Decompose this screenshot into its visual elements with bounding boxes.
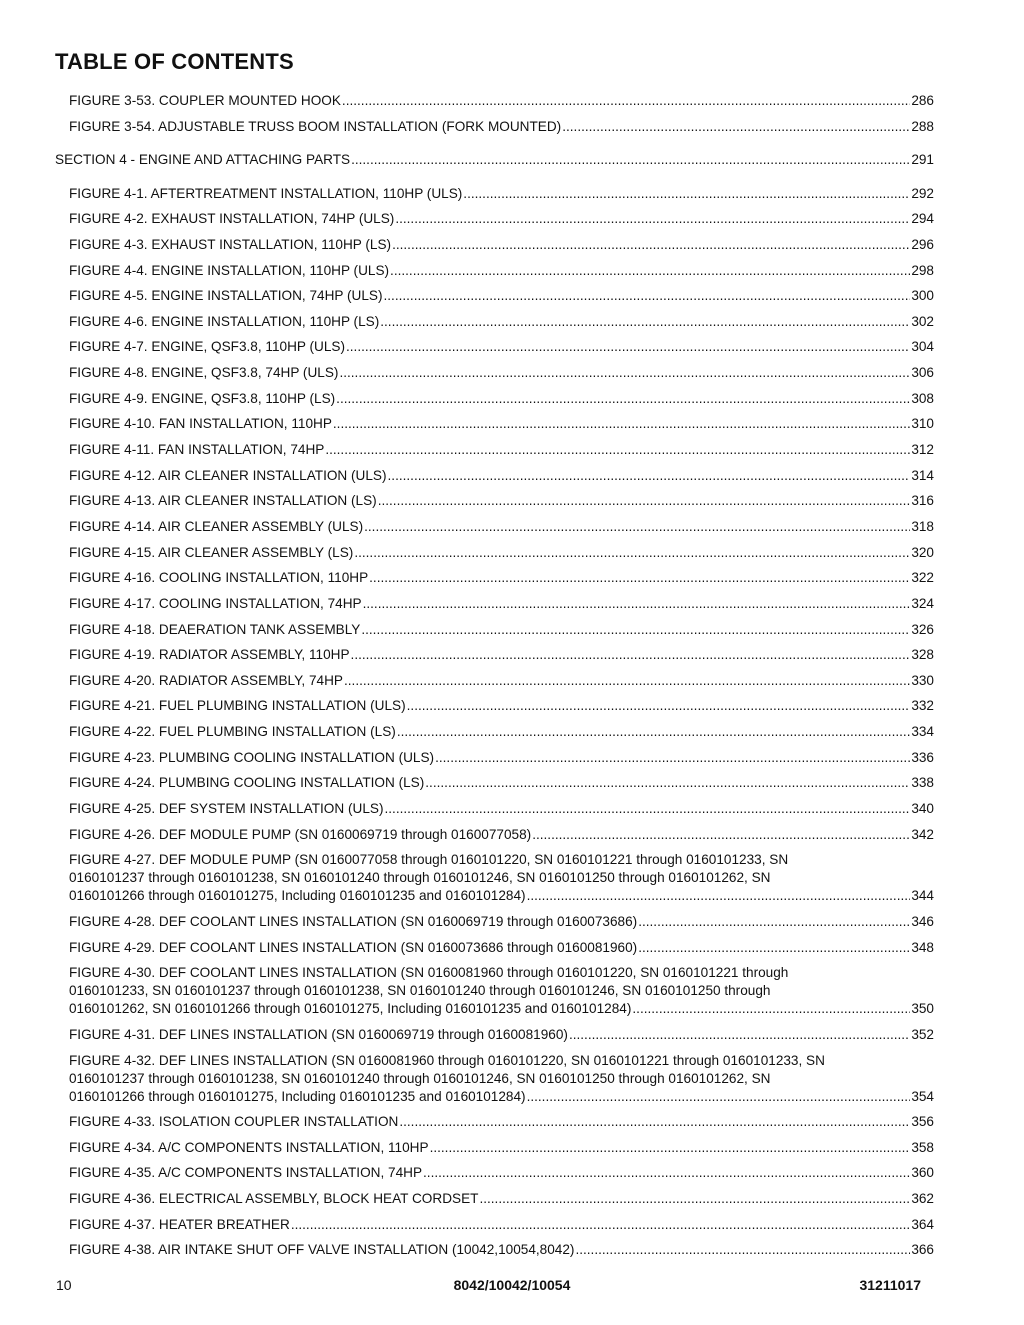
dot-leader	[527, 1088, 911, 1106]
toc-figure-entry[interactable]	[69, 1113, 934, 1131]
dot-leader	[369, 569, 910, 587]
toc-figure-entry[interactable]	[69, 913, 934, 931]
toc-entry-title: FIGURE 4-35. A/C COMPONENTS INSTALLATION, 74HP	[69, 1165, 423, 1181]
dot-leader	[395, 210, 910, 228]
toc-entry-page: 358	[911, 1139, 934, 1155]
dot-leader	[430, 1139, 911, 1157]
toc-entry-page: 342	[911, 826, 934, 842]
dot-leader	[575, 1241, 910, 1259]
toc-entry-title: FIGURE 3-54. ADJUSTABLE TRUSS BOOM INSTALLATION (FORK MOUNTED)	[69, 118, 562, 134]
dot-leader	[569, 1026, 910, 1044]
toc-figure-entry[interactable]	[69, 287, 934, 305]
toc-entry-title-line: FIGURE 4-27. DEF MODULE PUMP (SN 0160077058 through 0160101220, SN 0160101221 through 0160101233, SN	[69, 852, 789, 868]
toc-entry-page: 314	[911, 467, 934, 483]
toc-entry-title: FIGURE 3-53. COUPLER MOUNTED HOOK	[69, 93, 341, 108]
toc-entry-title: FIGURE 4-11. FAN INSTALLATION, 74HP	[69, 442, 325, 458]
toc-entry-page: 328	[911, 647, 934, 663]
dot-leader	[435, 749, 910, 767]
toc-figure-entry[interactable]	[69, 595, 934, 613]
toc-figure-entry[interactable]	[69, 92, 934, 110]
dot-leader	[384, 800, 910, 818]
toc-figure-entry[interactable]	[69, 774, 934, 792]
toc-entry-page: 312	[911, 442, 934, 458]
toc-figure-entry[interactable]	[69, 544, 934, 562]
toc-entry-title-line: 0160101237 through 0160101238, SN 0160101240 through 0160101246, SN 0160101250 through 0160101262, SN	[69, 1070, 771, 1086]
dot-leader	[325, 441, 910, 459]
toc-entry-title: FIGURE 4-21. FUEL PLUMBING INSTALLATION (ULS)	[69, 698, 406, 714]
dot-leader	[638, 913, 910, 931]
toc-figure-entry[interactable]	[69, 518, 934, 536]
toc-entry-page: 294	[911, 211, 934, 227]
toc-entry-page: 362	[911, 1191, 934, 1207]
toc-entry-page: 340	[911, 801, 934, 817]
toc-figure-entry[interactable]	[69, 672, 934, 690]
toc-entry-title: FIGURE 4-18. DEAERATION TANK ASSEMBLY	[69, 621, 361, 637]
toc-entry-title: FIGURE 4-6. ENGINE INSTALLATION, 110HP (LS)	[69, 313, 380, 329]
page-number: 10	[56, 1277, 72, 1293]
dot-leader	[423, 1164, 910, 1182]
toc-entry-page: 306	[911, 365, 934, 381]
toc-figure-entry[interactable]	[69, 621, 934, 639]
toc-entry-title: FIGURE 4-12. AIR CLEANER INSTALLATION (ULS)	[69, 467, 387, 483]
toc-entry-page: 322	[911, 570, 934, 586]
toc-entry-title: FIGURE 4-15. AIR CLEANER ASSEMBLY (LS)	[69, 544, 354, 560]
toc-entry-title-line: 0160101237 through 0160101238, SN 0160101240 through 0160101246, SN 0160101250 through 0160101262, SN	[69, 870, 771, 886]
dot-leader	[407, 697, 911, 715]
toc-figure-entry[interactable]	[69, 210, 934, 228]
toc-entry-page: 296	[911, 236, 934, 252]
toc-entry-title-line: 0160101266 through 0160101275, Including 0160101235 and 0160101284)	[69, 888, 526, 904]
toc-entry-page: 288	[911, 118, 934, 134]
toc-entry-page: 338	[911, 775, 934, 791]
dot-leader	[425, 774, 910, 792]
toc-figure-entry[interactable]	[69, 313, 934, 331]
toc-entry-title: FIGURE 4-3. EXHAUST INSTALLATION, 110HP (LS)	[69, 236, 392, 252]
toc-entry-title: FIGURE 4-22. FUEL PLUMBING INSTALLATION (LS)	[69, 724, 396, 740]
dot-leader	[399, 1113, 910, 1131]
toc-entry-title: FIGURE 4-29. DEF COOLANT LINES INSTALLATION (SN 0160073686 through 0160081960)	[69, 939, 638, 955]
toc-figure-entry[interactable]	[69, 415, 934, 433]
dot-leader	[336, 390, 910, 408]
dot-leader	[363, 595, 911, 613]
model-number: 8042/10042/10054	[453, 1277, 571, 1293]
toc-entry-title: FIGURE 4-4. ENGINE INSTALLATION, 110HP (ULS)	[69, 262, 390, 278]
toc-entry-page: 334	[911, 724, 934, 740]
toc-entry-page: 330	[911, 672, 934, 688]
toc-entry-page: 292	[911, 185, 934, 201]
toc-figure-entry[interactable]	[69, 1139, 934, 1157]
toc-figure-entry[interactable]	[69, 1190, 934, 1208]
toc-entry-title: FIGURE 4-34. A/C COMPONENTS INSTALLATION, 110HP	[69, 1139, 429, 1155]
dot-leader	[562, 118, 910, 136]
toc-figure-entry[interactable]	[69, 390, 934, 408]
toc-entry-title: FIGURE 4-16. COOLING INSTALLATION, 110HP	[69, 570, 369, 586]
toc-entry-title: FIGURE 4-36. ELECTRICAL ASSEMBLY, BLOCK HEAT CORDSET	[69, 1191, 479, 1207]
toc-figure-entry[interactable]	[69, 723, 934, 741]
toc-entry-title: FIGURE 4-28. DEF COOLANT LINES INSTALLATION (SN 0160069719 through 0160073686)	[69, 913, 638, 929]
toc-entry-title: FIGURE 4-9. ENGINE, QSF3.8, 110HP (LS)	[69, 390, 336, 406]
toc-entry-title: FIGURE 4-2. EXHAUST INSTALLATION, 74HP (ULS)	[69, 211, 395, 227]
toc-figure-entry[interactable]	[69, 1026, 934, 1044]
toc-figure-entry[interactable]	[69, 441, 934, 459]
toc-entry-page: 324	[911, 595, 934, 611]
dot-leader	[384, 287, 911, 305]
toc-figure-entry[interactable]	[69, 118, 934, 136]
dot-leader	[479, 1190, 910, 1208]
dot-leader	[397, 723, 910, 741]
toc-figure-entry[interactable]	[69, 851, 934, 905]
toc-entry-title: FIGURE 4-31. DEF LINES INSTALLATION (SN 0160069719 through 0160081960)	[69, 1026, 568, 1042]
toc-figure-entry[interactable]	[69, 826, 934, 844]
toc-figure-entry[interactable]	[69, 338, 934, 356]
dot-leader	[380, 313, 910, 331]
toc-figure-entry[interactable]	[69, 697, 934, 715]
dot-leader	[333, 415, 910, 433]
dot-leader	[392, 236, 910, 254]
toc-entry-title: FIGURE 4-33. ISOLATION COUPLER INSTALLATION	[69, 1114, 399, 1130]
toc-figure-entry[interactable]	[69, 467, 934, 485]
toc-entry-title: FIGURE 4-19. RADIATOR ASSEMBLY, 110HP	[69, 647, 350, 663]
toc-entry-page: 291	[911, 152, 934, 168]
toc-figure-entry[interactable]	[69, 1216, 934, 1234]
toc-entry-title-line: 0160101233, SN 0160101237 through 0160101238, SN 0160101240 through 0160101246, SN 0160101250 through	[69, 983, 771, 999]
toc-entry-title: FIGURE 4-37. HEATER BREATHER	[69, 1216, 290, 1232]
toc-entry-page: 344	[911, 888, 934, 904]
toc-entry-page: 316	[911, 493, 934, 509]
toc-figure-entry[interactable]	[69, 185, 934, 203]
toc-entry-page: 298	[911, 262, 934, 278]
toc-entry-title-line: FIGURE 4-30. DEF COOLANT LINES INSTALLATION (SN 0160081960 through 0160101220, SN 0160101221 through	[69, 965, 789, 981]
toc-entry-page: 336	[911, 749, 934, 765]
toc-entry-page: 360	[911, 1165, 934, 1181]
toc-figure-entry[interactable]	[69, 1164, 934, 1182]
dot-leader	[342, 92, 910, 110]
dot-leader	[638, 939, 910, 957]
toc-entry-page: 366	[911, 1242, 934, 1258]
toc-entry-title: FIGURE 4-13. AIR CLEANER INSTALLATION (LS)	[69, 493, 377, 509]
toc-entry-page: 304	[911, 339, 934, 355]
toc-entry-title: FIGURE 4-25. DEF SYSTEM INSTALLATION (ULS)	[69, 801, 384, 817]
toc-figure-entry[interactable]	[69, 236, 934, 254]
toc-entry-title: FIGURE 4-24. PLUMBING COOLING INSTALLATION (LS)	[69, 775, 425, 791]
toc-entry-title: FIGURE 4-5. ENGINE INSTALLATION, 74HP (ULS)	[69, 288, 383, 304]
toc-figure-entry[interactable]	[69, 262, 934, 280]
toc-figure-entry[interactable]	[69, 1052, 934, 1106]
toc-entry-title: FIGURE 4-7. ENGINE, QSF3.8, 110HP (ULS)	[69, 339, 345, 355]
toc-figure-entry[interactable]	[69, 749, 934, 767]
toc-entry-page: 318	[911, 518, 934, 534]
toc-entry-title: FIGURE 4-10. FAN INSTALLATION, 110HP	[69, 416, 332, 432]
toc-figure-entry[interactable]	[69, 939, 934, 957]
document-number: 31211017	[859, 1277, 921, 1293]
dot-leader	[339, 364, 910, 382]
dot-leader	[344, 672, 910, 690]
toc-entry-title: FIGURE 4-8. ENGINE, QSF3.8, 74HP (ULS)	[69, 365, 339, 381]
toc-entry-page: 326	[911, 621, 934, 637]
dot-leader	[291, 1216, 911, 1234]
toc-entry-page: 346	[911, 913, 934, 929]
dot-leader	[354, 544, 910, 562]
dot-leader	[361, 621, 910, 639]
toc-entry-page: 364	[911, 1216, 934, 1232]
toc-entry-page: 350	[911, 1001, 934, 1017]
dot-leader	[463, 185, 910, 203]
toc-entry-title-line: 0160101266 through 0160101275, Including 0160101235 and 0160101284)	[69, 1088, 526, 1104]
toc-entry-page: 310	[911, 416, 934, 432]
toc-entry-page: 300	[911, 288, 934, 304]
toc-entry-title-line: FIGURE 4-32. DEF LINES INSTALLATION (SN 0160081960 through 0160101220, SN 0160101221 through 0160101233, SN	[69, 1052, 825, 1068]
toc-figure-entry[interactable]	[69, 492, 934, 510]
toc-entry-title: FIGURE 4-1. AFTERTREATMENT INSTALLATION, 110HP (ULS)	[69, 185, 463, 201]
toc-entry-page: 302	[911, 313, 934, 329]
toc-entry-page: 332	[911, 698, 934, 714]
toc-figure-entry[interactable]	[69, 646, 934, 664]
toc-list	[0, 92, 1024, 1259]
toc-figure-entry[interactable]	[69, 964, 934, 1018]
toc-entry-title: FIGURE 4-14. AIR CLEANER ASSEMBLY (ULS)	[69, 518, 364, 534]
dot-leader	[390, 262, 910, 280]
toc-entry-page: 286	[911, 93, 934, 108]
toc-figure-entry[interactable]	[69, 569, 934, 587]
toc-entry-title: FIGURE 4-38. AIR INTAKE SHUT OFF VALVE INSTALLATION (10042,10054,8042)	[69, 1242, 575, 1258]
toc-section-entry[interactable]	[55, 151, 934, 169]
toc-entry-title: SECTION 4 - ENGINE AND ATTACHING PARTS	[55, 152, 351, 168]
dot-leader	[632, 1000, 910, 1018]
dot-leader	[532, 826, 910, 844]
toc-entry-title-line: 0160101262, SN 0160101266 through 0160101275, Including 0160101235 and 0160101284)	[69, 1001, 632, 1017]
toc-entry-page: 308	[911, 390, 934, 406]
toc-figure-entry[interactable]	[69, 1241, 934, 1259]
toc-entry-page: 352	[911, 1026, 934, 1042]
toc-entry-title: FIGURE 4-23. PLUMBING COOLING INSTALLATION (ULS)	[69, 749, 435, 765]
toc-entry-page: 320	[911, 544, 934, 560]
toc-entry-title: FIGURE 4-26. DEF MODULE PUMP (SN 0160069719 through 0160077058)	[69, 826, 532, 842]
dot-leader	[351, 646, 911, 664]
dot-leader	[346, 338, 910, 356]
page-title: TABLE OF CONTENTS	[55, 49, 294, 74]
toc-entry-title: FIGURE 4-20. RADIATOR ASSEMBLY, 74HP	[69, 672, 343, 688]
dot-leader	[364, 518, 910, 536]
toc-entry-page: 354	[911, 1088, 934, 1104]
toc-figure-entry[interactable]	[69, 364, 934, 382]
toc-entry-page: 356	[911, 1114, 934, 1130]
toc-figure-entry[interactable]	[69, 800, 934, 818]
dot-leader	[527, 887, 911, 905]
dot-leader	[388, 467, 911, 485]
dot-leader	[351, 151, 910, 169]
dot-leader	[378, 492, 911, 510]
toc-entry-page: 348	[911, 939, 934, 955]
toc-entry-title: FIGURE 4-17. COOLING INSTALLATION, 74HP	[69, 595, 362, 611]
